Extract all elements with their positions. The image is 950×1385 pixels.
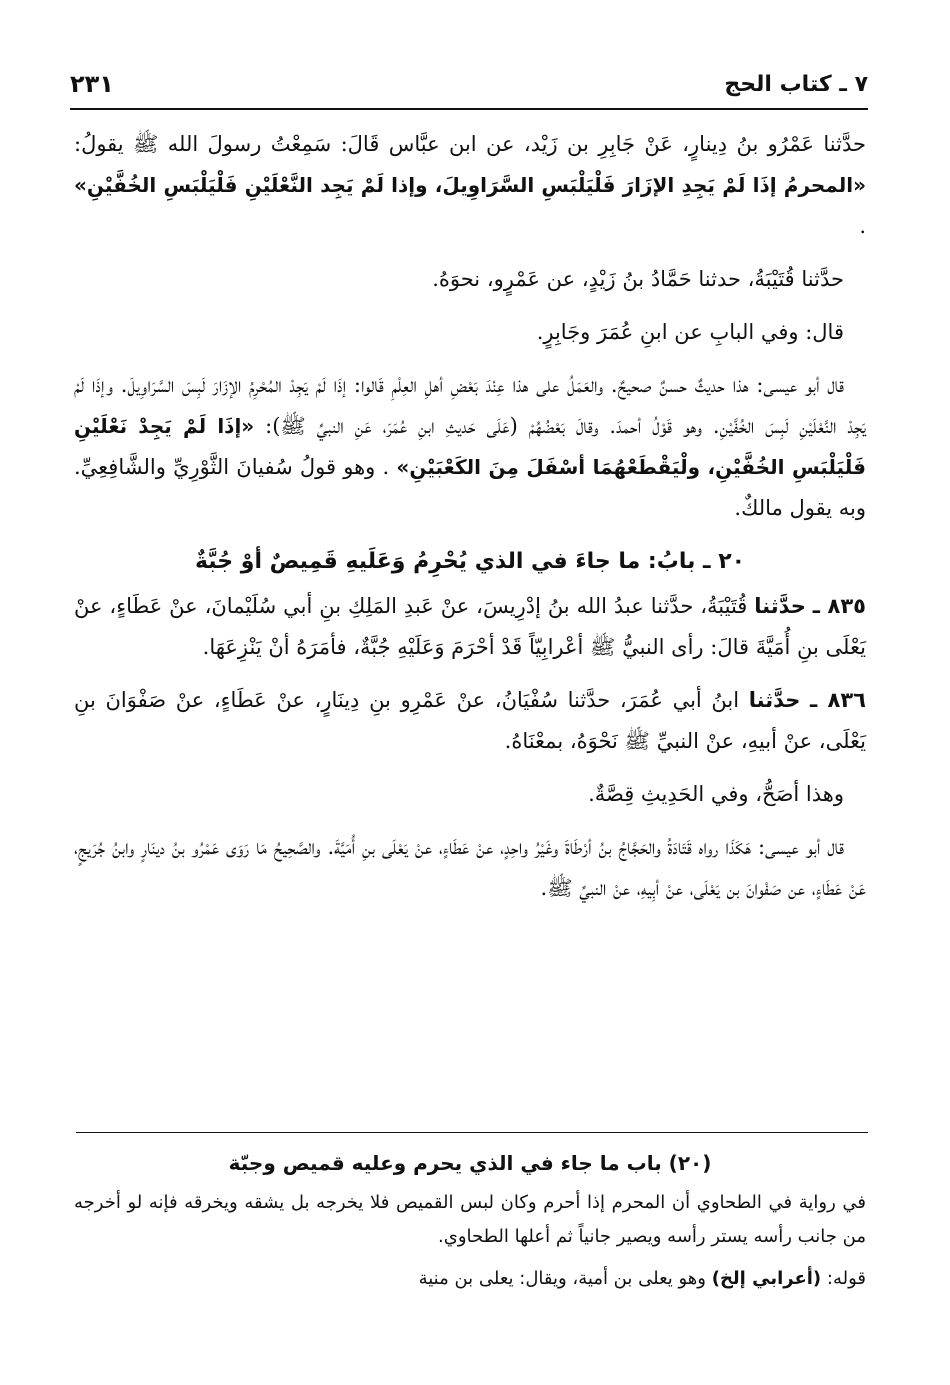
hadith-836-lead: حدَّثنا [748, 688, 801, 712]
hadith-835 [74, 586, 866, 668]
footnote-2 [74, 1262, 866, 1296]
main-text [74, 124, 866, 921]
hadith-835-lead: حدَّثنا [754, 594, 806, 618]
chapter-heading: ٢٠ ـ بابُ: ما جاءَ في الذي يُحْرِمُ وَعَلَيهِ قَمِيصٌ أوْ جُبَّةٌ [194, 549, 746, 574]
paragraph-1-end: . [859, 214, 866, 238]
hadith-quote-2: «إذَا لَمْ يَجِدْ نَعْلَيْنِ فَلْيَلْبَسِ الخُفَّيْنِ، ولْيَقْطَعْهُمَا أسْفَلَ مِنَ الكَعْبَيْنِ» [74, 414, 866, 479]
paragraph-2: حدَّثنا قُتَيْبَةُ، حدثنا حَمَّادُ بنُ زَيْدٍ، عن عَمْرٍو، نحوَهُ. [432, 267, 844, 291]
page-number: ٢٣١ [70, 70, 114, 98]
paragraph-7: وهذا أصَحُّ، وفي الحَدِيثِ قِصَّةٌ. [588, 782, 844, 806]
paragraph-4-text: قال أبو عيسى: هذا حديثٌ حسنٌ صحيحٌ. والعَمَلُ على هذا عِنْدَ بَعْضِ أهلِ العِلْمِ قَالوا: إذَا لَمْ يَجِدْ المُحْرِمُ الإزَارَ لَبِسَ السَّرَاوِيلَ. وإذَا لَمْ يَجِدْ النَّعْلَيْنِ لَبِسَ الخُفَّيْنِ. وهو قَوْلُ أحمدَ. وقالَ بَعْضُهُمْ (عَلَى حَديثِ ابنِ عُمَرَ، عَنِ النبيِّ ﷺ): [74, 373, 866, 438]
running-title: ٧ ـ كتاب الحج [724, 71, 868, 97]
hadith-835-text: قُتَيْبَةُ، حدَّثنا عبدُ الله بنُ إدْرِيسَ، عنْ عَبدِ المَلِكِ بنِ أبي سُلَيْمانَ، عنْ عَطَاءٍ، عنْ يَعْلَى بنِ أُمَيَّةَ قالَ: رأى النبيُّ ﷺ أعْرابِيّاً قَدْ أحْرَمَ وَعَلَيْهِ جُبَّةٌ، فأمَرَهُ أنْ يَنْزِعَهَا. [74, 594, 866, 659]
paragraph-3: قال: وفي البابِ عن ابنِ عُمَرَ وجَابِرٍ. [536, 320, 844, 344]
page-header [70, 62, 868, 106]
paragraph-4-end: . وهو قولُ سُفيانَ الثَّوْرِيِّ والشَّافِعِيِّ. وبه يقول مالكٌ. [74, 455, 866, 520]
footnote-2-text: وهو يعلى بن أمية، ويقال: يعلى بن منية [418, 1268, 706, 1289]
paragraph-1 [74, 124, 866, 247]
footnote-1: في رواية في الطحاوي أن المحرم إذا أحرم وكان لبس القميص فلا يخرجه بل يشقه ويخرقه فإنه لو أخرجه من جانب رأسه يستر رأسه ويصير جانياً ثم أعلها الطحاوي. [74, 1192, 866, 1247]
hadith-quote-1: «المحرمُ إذَا لَمْ يَجِدِ الإزَارَ فَلْيَلْبَسِ السَّرَاوِيلَ، وإذا لَمْ يَجِد النَّعْلَيْنِ فَلْيَلْبَسِ الخُفَّيْنِ» [74, 173, 866, 197]
paragraph-8: قال أبو عيسى: هَكَذَا رواه قَتَادَةُ والحَجَّاجُ بنُ أرْطَاةَ وغَيْرُ واحِدٍ، عنْ عَطَاءٍ، عنْ يَعْلَى بنِ أُمَيَّةَ. والصَّحِيحُ مَا رَوَى عَمْرُو بنُ دينَارٍ وابنُ جُرَيجٍ، عَنْ عَطَاءٍ، عن صَفْوانَ بن يَعْلَى، عنْ أبِيهِ، عنْ النبيِّ ﷺ. [74, 835, 866, 900]
paragraph-1-text: حدَّثنا عَمْرُو بنُ دِينارٍ، عَنْ جَابِرِ بن زَيْد، عن ابن عبَّاس قَالَ: سَمِعْتُ رسولَ الله ﷺ يقولُ: [74, 132, 866, 156]
hadith-836-text: ابنُ أبي عُمَرَ، حدَّثنا سُفْيَانُ، عنْ عَمْرِو بنِ دِينَارٍ، عنْ عَطَاءٍ، عنْ صَفْوَانَ بنِ يَعْلَى، عنْ أبيهِ، عنْ النبيِّ ﷺ نَحْوَهُ، بمعْنَاهُ. [74, 688, 866, 753]
footnote-heading: (٢٠) باب ما جاء في الذي يحرم وعليه قميص وجبّة [228, 1151, 712, 1175]
header-rule [70, 108, 868, 110]
hadith-836-number: ٨٣٦ ـ [810, 688, 866, 712]
paragraph-4 [74, 365, 866, 529]
hadith-836 [74, 680, 866, 762]
footnote-2-quote: (أعرابي إلخ) [711, 1268, 822, 1289]
hadith-835-number: ٨٣٥ ـ [812, 594, 866, 618]
footnote-2-lead: قوله: [826, 1268, 866, 1289]
footnotes [74, 1146, 866, 1304]
footnote-rule [76, 1132, 868, 1133]
